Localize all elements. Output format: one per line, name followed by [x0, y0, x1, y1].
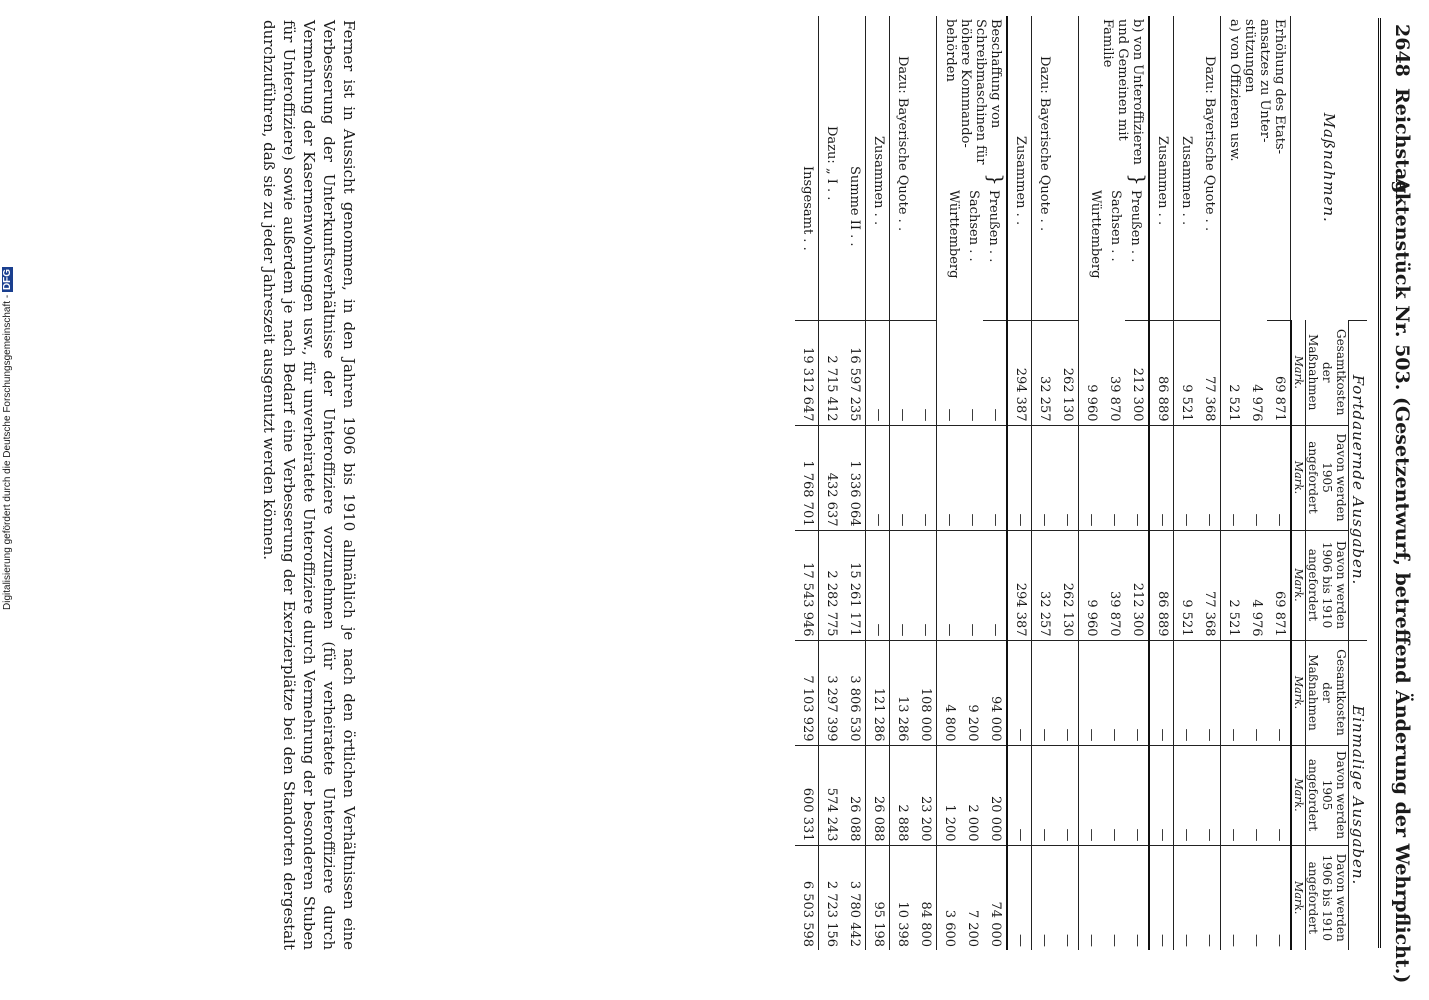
year-1906-label: 1906 bis 1910 angefordert — [1306, 541, 1334, 629]
table-row — [1055, 16, 1079, 950]
page-number: 2648 — [1391, 24, 1413, 77]
cell-value: 108 000 — [913, 640, 937, 745]
cell-value: 7 200 — [960, 845, 983, 950]
cell-value: — — [1267, 425, 1291, 530]
cell-value: — — [1102, 425, 1125, 530]
cell-value: 1 336 064 — [842, 425, 866, 530]
unit-label: Mark. — [1291, 425, 1306, 530]
cell-value: — — [1102, 745, 1125, 845]
cell-value: — — [1244, 845, 1267, 950]
cell-value: 9 200 — [960, 640, 983, 745]
header-fortdauernd: Fortdauernde Ausgaben. — [1349, 320, 1368, 640]
header-davon-1 — [1306, 425, 1349, 530]
cell-value: 3 806 530 — [842, 640, 866, 745]
cell-value: — — [1102, 845, 1125, 950]
cell-value: — — [1032, 425, 1056, 530]
row-label-insgesamt: Insgesamt . . — [795, 16, 819, 320]
cell-value: 2 521 — [1221, 530, 1245, 640]
cell-value: 3 297 399 — [819, 640, 843, 745]
page-header — [1383, 18, 1417, 984]
header-gesamt-1: Gesamtkosten der Maßnahmen — [1306, 320, 1349, 425]
cell-value: — — [1055, 425, 1079, 530]
cell-value: — — [942, 408, 957, 422]
row-label-bayer: Dazu: Bayerische Quote . . — [1197, 16, 1221, 320]
cell-value: — — [1149, 640, 1174, 745]
cell-value: — — [1149, 425, 1174, 530]
unit-label: Mark. — [1291, 640, 1306, 745]
year-1905-label: 1905 angefordert — [1306, 758, 1334, 832]
cell-value: 4 976 — [1249, 384, 1264, 422]
cell-value: — — [866, 320, 890, 425]
cell-value: 26 088 — [866, 745, 890, 845]
cell-value: 432 637 — [819, 425, 843, 530]
cell-value: 10 398 — [890, 845, 914, 950]
unit-label: Mark. — [1291, 745, 1306, 845]
cell-value: 39 870 — [1107, 376, 1122, 422]
cell-value: 7 103 929 — [795, 640, 819, 745]
cell-value: 9 521 — [1174, 530, 1198, 640]
header-massnahmen: Maßnahmen. — [1291, 16, 1367, 320]
cell-value: — — [1197, 640, 1221, 745]
cell-value: 23 200 — [913, 745, 937, 845]
cell-value: 600 331 — [795, 745, 819, 845]
cell-value: 74 000 — [983, 845, 1007, 950]
row-label-bayer: Dazu: Bayerische Quote . . — [895, 56, 910, 232]
digitization-note — [2, 267, 13, 610]
label-preussen: Preußen . . — [986, 190, 1001, 263]
cell-value: — — [866, 425, 890, 530]
cell-value: — — [1244, 745, 1267, 845]
cell-value: 574 243 — [819, 745, 843, 845]
cell-value: 294 387 — [1007, 530, 1032, 640]
cell-value: 2 715 412 — [819, 320, 843, 425]
table-row — [842, 16, 866, 950]
cell-value: — — [1267, 845, 1291, 950]
cell-value: 77 368 — [1197, 320, 1221, 425]
cell-value: — — [1197, 425, 1221, 530]
label-sachsen: Sachsen . . — [966, 190, 981, 262]
cell-value: — — [1007, 425, 1032, 530]
label-sachsen: Sachsen . . — [1108, 190, 1123, 262]
cell-value: 2 000 — [960, 745, 983, 845]
row-label-zusammen: Zusammen . . — [866, 16, 890, 320]
table-row — [1149, 16, 1174, 950]
cell-value: — — [1055, 745, 1079, 845]
row-label-dazu1: Dazu: „ I . . — [824, 126, 839, 201]
cell-value: — — [1055, 640, 1079, 745]
table-row — [1125, 16, 1149, 950]
footnote-paragraph: Ferner ist in Aussicht genommen, in den Jahren 1906 bis 1910 allmählich je nach den örtlichen Verhältnissen eine Verbesserung der Unterkunftsverhältnisse der Unteroffiziere vorzunehmen (für verheiratete Unteroffiziere durch Vermehrung der Kasernenwohnungen usw., für unverheiratete Unteroffiziere durch Vermehrung der besonderen Stuben für Unteroffiziere) sowie außerdem je nach Bedarf eine Verbesserung der Exerzierplätze bei den Standorten dergestalt durchzuführen, daß sie zu jeder Jahreszeit ausgenutzt werden können. — [260, 20, 358, 950]
cell-value: — — [1174, 640, 1198, 745]
cell-value: 3 600 — [937, 845, 961, 950]
cell-value: 86 889 — [1149, 320, 1174, 425]
cell-value: 294 387 — [1007, 320, 1032, 425]
cell-value: — — [1079, 640, 1103, 745]
cell-value: 17 543 946 — [795, 530, 819, 640]
row-label-blank — [1055, 16, 1079, 320]
unit-label: Mark. — [1291, 320, 1306, 425]
table-row — [795, 16, 819, 950]
cell-value: — — [1125, 640, 1149, 745]
cell-value: 121 286 — [866, 640, 890, 745]
davon-label: Davon werden — [1334, 853, 1348, 942]
cell-value: — — [1125, 425, 1149, 530]
label-unteroffiziere: b) von Unteroffizieren und Gemeinen mit Familie — [1100, 19, 1145, 165]
side-note-text: Digitalisierung gefördert durch die Deutsche Forschungsgemeinschaft - — [2, 294, 13, 610]
cell-value: — — [1174, 745, 1198, 845]
cell-value: 4 976 — [1244, 530, 1267, 640]
cell-value: — — [937, 425, 961, 530]
table-row — [1007, 16, 1032, 950]
cell-value: — — [890, 425, 914, 530]
row-label-group-b — [1079, 16, 1150, 320]
brace-icon: } — [984, 173, 1008, 186]
cell-value: — — [866, 530, 890, 640]
table-row — [819, 16, 843, 950]
table-row — [913, 16, 937, 950]
cell-value: — — [983, 320, 1007, 425]
expenses-table — [795, 16, 1367, 950]
table-row — [1267, 16, 1291, 950]
header-davon-2 — [1306, 745, 1349, 845]
cell-value: — — [1055, 845, 1079, 950]
cell-value: 32 257 — [1032, 320, 1056, 425]
cell-value: — — [983, 425, 1007, 530]
cell-value: — — [1102, 640, 1125, 745]
row-label-zusammen: Zusammen . . — [1149, 16, 1174, 320]
cell-value: 2 282 775 — [819, 530, 843, 640]
cell-value: 94 000 — [983, 640, 1007, 745]
unit-label: Mark. — [1291, 845, 1306, 950]
cell-value: — — [1007, 745, 1032, 845]
cell-value: — — [1244, 640, 1267, 745]
cell-value: — — [1007, 640, 1032, 745]
cell-value: 1 768 701 — [795, 425, 819, 530]
davon-label: Davon werden — [1334, 433, 1348, 522]
cell-value: — — [1267, 745, 1291, 845]
cell-value: — — [1149, 745, 1174, 845]
cell-value: — — [913, 425, 937, 530]
row-label-blank — [913, 16, 937, 320]
cell-value: — — [1221, 640, 1245, 745]
cell-value: — — [890, 530, 914, 640]
cell-value: 13 286 — [890, 640, 914, 745]
cell-value: 4 800 — [937, 640, 961, 745]
document-title: Aktenstück Nr. 503. (Gesetzentwurf, betreffend Änderung der Wehrpflicht.) — [1391, 178, 1413, 984]
cell-value: — — [913, 320, 937, 425]
cell-value: — — [1221, 425, 1245, 530]
cell-value: 20 000 — [983, 745, 1007, 845]
cell-value: — — [937, 530, 961, 640]
table-row — [983, 16, 1007, 950]
row-label-zusammen: Zusammen . . — [1179, 136, 1194, 226]
header-einmalig: Einmalige Ausgaben. — [1349, 640, 1368, 950]
cell-value: 77 368 — [1197, 530, 1221, 640]
cell-value: — — [913, 530, 937, 640]
cell-value: 2 521 — [1226, 384, 1241, 422]
cell-value: 19 312 647 — [795, 320, 819, 425]
cell-value: — — [890, 320, 914, 425]
cell-value: — — [1032, 745, 1056, 845]
label-wuerttemberg: Württemberg — [946, 190, 961, 279]
dfg-logo: DFG — [2, 268, 13, 291]
table-row — [1032, 16, 1056, 950]
cell-value: 15 261 171 — [842, 530, 866, 640]
brace-icon: } — [1126, 173, 1150, 186]
cell-value: — — [1079, 745, 1103, 845]
cell-value: 9 521 — [1174, 320, 1198, 425]
cell-value: 69 871 — [1267, 320, 1291, 425]
cell-value: — — [1174, 425, 1198, 530]
label-offiziere: a) von Offizieren usw. — [1227, 19, 1243, 162]
row-label-group-a — [1221, 16, 1292, 320]
cell-value: — — [1174, 845, 1198, 950]
header-1906-2 — [1306, 845, 1349, 950]
running-head: Reichstag. — [1391, 88, 1413, 201]
cell-value: 262 130 — [1055, 320, 1079, 425]
cell-value: 9 960 — [1079, 530, 1103, 640]
cell-value: — — [1197, 845, 1221, 950]
cell-value: 212 300 — [1125, 320, 1149, 425]
table-row — [1174, 16, 1198, 950]
davon-label: Davon werden — [1334, 541, 1348, 629]
cell-value: — — [1125, 745, 1149, 845]
label-beschaffung: Beschaffung von Schreibmaschinen für höhere Kommandobehörden — [943, 19, 1003, 165]
cell-value: — — [1007, 845, 1032, 950]
cell-value: — — [1032, 845, 1056, 950]
cell-value: 9 960 — [1084, 384, 1099, 422]
cell-value: — — [960, 530, 983, 640]
cell-value: 84 800 — [913, 845, 937, 950]
year-1905-label: 1905 angefordert — [1306, 441, 1334, 514]
cell-value: — — [960, 425, 983, 530]
cell-value: 2 888 — [890, 745, 914, 845]
header-rule — [1378, 18, 1381, 948]
cell-value: 6 503 598 — [795, 845, 819, 950]
cell-value: 26 088 — [842, 745, 866, 845]
cell-value: — — [1221, 845, 1245, 950]
cell-value: 95 198 — [866, 845, 890, 950]
cell-value: — — [1125, 845, 1149, 950]
cell-value: — — [983, 530, 1007, 640]
row-label-beschaffung — [937, 16, 1008, 320]
cell-value: 86 889 — [1149, 530, 1174, 640]
cell-value: 1 200 — [937, 745, 961, 845]
row-label-bayer: Dazu: Bayerische Quote . . — [1037, 56, 1052, 232]
year-1906-label: 1906 bis 1910 angefordert — [1306, 854, 1334, 941]
header-gesamt-2: Gesamtkosten der Maßnahmen — [1306, 640, 1349, 745]
label-erhoehung: Erhöhung des Etatsansatzes zu Unterstützungen — [1242, 19, 1288, 155]
table-row — [866, 16, 890, 950]
cell-value: — — [1149, 845, 1174, 950]
cell-value: 212 300 — [1125, 530, 1149, 640]
table-row — [890, 16, 914, 950]
cell-value: — — [1079, 845, 1103, 950]
davon-label: Davon werden — [1334, 751, 1348, 839]
cell-value: 3 780 442 — [842, 845, 866, 950]
cell-value: 32 257 — [1032, 530, 1056, 640]
table-row — [1197, 16, 1221, 950]
cell-value: 16 597 235 — [842, 320, 866, 425]
row-label-summe2: Summe II . . — [842, 16, 866, 320]
label-wuerttemberg: Württemberg — [1088, 190, 1103, 279]
label-preussen: Preußen . . — [1128, 190, 1143, 263]
cell-value: 2 723 156 — [819, 845, 843, 950]
cell-value: 262 130 — [1055, 530, 1079, 640]
cell-value: — — [1032, 640, 1056, 745]
cell-value: — — [1267, 640, 1291, 745]
cell-value: — — [965, 408, 980, 422]
cell-value: 39 870 — [1102, 530, 1125, 640]
row-label-zusammen: Zusammen . . — [1007, 16, 1032, 320]
header-1906-1 — [1306, 530, 1349, 640]
cell-value: — — [1197, 745, 1221, 845]
cell-value: — — [1221, 745, 1245, 845]
cell-value: — — [1244, 425, 1267, 530]
cell-value: 69 871 — [1267, 530, 1291, 640]
cell-value: — — [1079, 425, 1103, 530]
unit-label: Mark. — [1291, 530, 1306, 640]
